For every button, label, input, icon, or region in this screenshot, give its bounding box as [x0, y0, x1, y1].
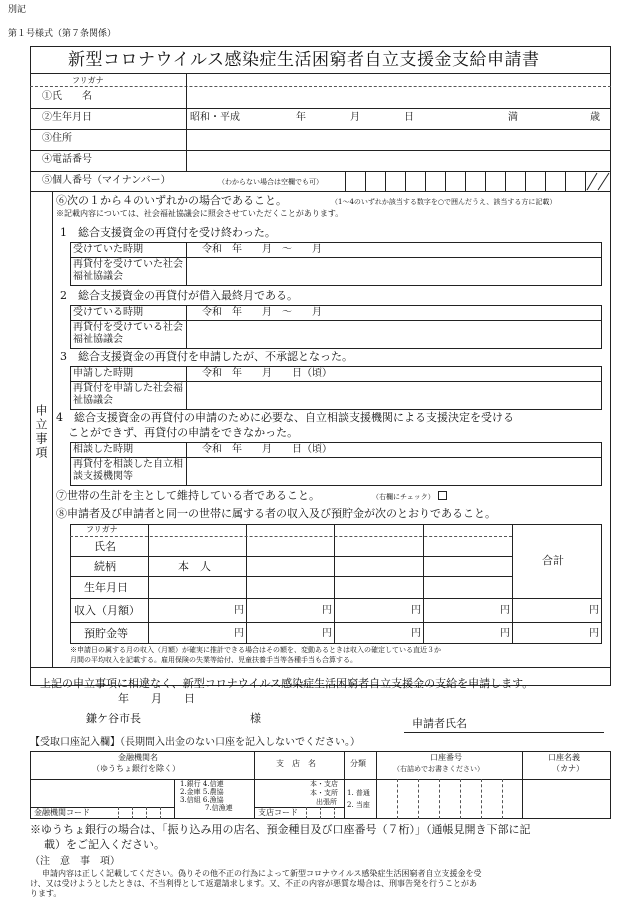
yen-unit: 円 [322, 628, 332, 639]
my-number-note: （わからない場合は空欄でも可） [218, 178, 323, 186]
my-number-slash-icon [585, 172, 611, 191]
bank-type-label: 分類 [350, 759, 366, 768]
bank-acct-sub: （右詰めでお書きください） [393, 765, 484, 773]
birthdate-era[interactable]: 昭和・平成 [190, 112, 240, 123]
form-number: 第１号様式（第７条関係） [8, 29, 117, 39]
case3-period-value[interactable]: 令和 年 月 日（頃） [202, 368, 332, 379]
case4-title[interactable]: 4 総合支援資金の再貸付の申請のために必要な、自立相談支援機関による支援決定を受ける [56, 411, 514, 424]
application-side-label: 申立事項 [34, 404, 48, 460]
case3-period-label: 申請した時期 [73, 368, 133, 379]
account-number-field[interactable] [377, 780, 521, 818]
name-label: ①氏 名 [42, 91, 92, 102]
bank-branch-types-3[interactable]: 出張所 [316, 798, 337, 806]
case2-period-label: 受けている時期 [73, 307, 143, 318]
household-savings-label: 預貯金等 [84, 627, 128, 640]
bank-inst-types-2[interactable]: 2.金庫 5.農協 [180, 788, 224, 796]
notes-text-line1: 申請内容は正しく記載してください。偽りその他不正の行為によって新型コロナウイルス感染症生活困窮者自立支援金を受 [42, 869, 482, 878]
bank-inst-types-1[interactable]: 1.銀行 4.信連 [180, 780, 224, 788]
my-number-label: ⑤個人番号（マイナンバー） [42, 175, 171, 186]
birthdate-label: ②生年月日 [42, 112, 92, 123]
case1-period-value[interactable]: 令和 年 月 ～ 月 [202, 244, 322, 255]
declaration-date[interactable]: 年 月 日 [118, 692, 195, 705]
appendix-label: 別記 [8, 5, 27, 15]
household-table [70, 524, 602, 644]
address-label: ③住所 [42, 133, 72, 144]
bank-holder-sub: （カナ） [552, 764, 584, 773]
item6-note: （1～4のいずれか該当する数字を○で囲んだうえ、該当する方に記載） [331, 198, 557, 206]
case2-period-value[interactable]: 令和 年 月 ～ 月 [202, 307, 322, 318]
yucho-note-line2: 載）をご記入ください。 [44, 838, 165, 851]
yen-unit: 円 [234, 628, 244, 639]
birthdate-month-unit: 月 [350, 112, 360, 123]
bank-holder-label: 口座名義 [548, 753, 580, 762]
bank-inst-sub: （ゆうちょ銀行を除く） [92, 764, 180, 773]
bank-type-current[interactable]: 2. 当座 [347, 801, 370, 809]
yen-unit: 円 [589, 628, 599, 639]
item7-note: （右欄にチェック） [372, 493, 435, 501]
notes-text-line2: け、又は受けようとしたときは、不当利得として返還請求します。又、不正の内容が悪質な場合は、刑事告発を行うことがあ [30, 879, 478, 888]
case2-title[interactable]: 2 総合支援資金の再貸付が借入最終月である。 [60, 289, 298, 302]
yen-unit: 円 [322, 605, 332, 616]
age-unit: 歳 [590, 112, 600, 123]
furigana-label: フリガナ [72, 76, 104, 85]
case1-council-label: 再貸付を受けていた社会福祉協議会 [73, 259, 183, 282]
bank-inst-types-3[interactable]: 3.信組 6.漁協 [180, 796, 224, 804]
case4-council-label: 再貸付を相談した自立相談支援機関等 [73, 459, 183, 482]
phone-label: ④電話番号 [42, 154, 92, 165]
mayor-label: 鎌ケ谷市長 [86, 712, 141, 725]
bank-branch-code-label: 支店コード [258, 808, 298, 817]
yen-unit: 円 [500, 628, 510, 639]
case1-title[interactable]: 1 総合支援資金の再貸付を受け終わった。 [60, 226, 276, 239]
bank-inst-label: 金融機関名 [118, 753, 158, 762]
item6-note2: ※記載内容については、社会福祉協議会に照会させていただくことがあります。 [56, 209, 344, 218]
household-name-label: 氏名 [94, 540, 116, 553]
case2-council-label: 再貸付を受けている社会福祉協議会 [73, 322, 183, 345]
yen-unit: 円 [234, 605, 244, 616]
bank-acct-label: 口座番号 [430, 753, 462, 762]
item8-text: ⑧申請者及び申請者と同一の世帯に属する者の収入及び預貯金が次のとおりであること。 [56, 507, 496, 520]
main-earner-checkbox[interactable] [438, 491, 447, 500]
mayor-honorific: 様 [250, 712, 261, 725]
phone-field[interactable] [186, 151, 610, 171]
case4-period-label: 相談した時期 [73, 444, 133, 455]
household-relation-self: 本 人 [178, 560, 211, 573]
bank-branch-label: 支 店 名 [276, 759, 316, 768]
declaration-text: 上記の申立事項に相違なく、新型コロナウイルス感染症生活困窮者自立支援金の支給を申請します。 [40, 677, 534, 690]
bank-inst-types-4[interactable]: 7.信漁連 [205, 804, 233, 812]
yen-unit: 円 [411, 605, 421, 616]
birthdate-year-unit: 年 [296, 112, 306, 123]
name-field[interactable] [186, 74, 610, 108]
bank-branch-types-1[interactable]: 本・支店 [310, 780, 338, 788]
account-holder-field[interactable] [523, 780, 610, 818]
case4-title-continued: ことができず、再貸付の申請をできなかった。 [68, 426, 299, 439]
case3-council-label: 再貸付を申請した社会福祉協議会 [73, 383, 183, 406]
household-relation-label: 続柄 [94, 560, 116, 573]
applicant-signature-label: 申請者氏名 [412, 717, 467, 730]
bank-branch-types-2[interactable]: 本・支所 [310, 789, 338, 797]
household-birth-label: 生年月日 [84, 581, 128, 594]
item7-text: ⑦世帯の生計を主として維持している者であること。 [56, 489, 320, 502]
full-age-label: 満 [508, 112, 518, 123]
case4-period-value[interactable]: 令和 年 月 日（頃） [202, 444, 332, 455]
household-note-line1: ※申請日の属する月の収入（月額）が確実に推計できる場合はその額を、変動あるときは収入の確定している直近３か [70, 646, 441, 654]
item6-text: ⑥次の１から４のいずれかの場合であること。 [56, 194, 287, 207]
birthdate-day-unit: 日 [404, 112, 414, 123]
case1-period-label: 受けていた時期 [73, 244, 143, 255]
yen-unit: 円 [411, 628, 421, 639]
notes-text-line3: ります。 [30, 889, 62, 898]
bank-inst-code-label: 金融機関コード [34, 808, 90, 817]
notes-heading: （注 意 事 項） [30, 856, 120, 867]
bank-type-ordinary[interactable]: 1. 普通 [347, 789, 370, 797]
household-furigana-label: フリガナ [86, 525, 118, 534]
yen-unit: 円 [500, 605, 510, 616]
yen-unit: 円 [589, 605, 599, 616]
form-title: 新型コロナウイルス感染症生活困窮者自立支援金支給申請書 [68, 50, 540, 70]
yucho-note-line1: ※ゆうちょ銀行の場合は、「振り込み用の店名、預金種目及び口座番号（７桁）」（通帳見開き下部に記 [30, 823, 531, 836]
address-field[interactable] [186, 130, 610, 150]
bank-heading: 【受取口座記入欄】（長期間入出金のない口座を記入しないでください。） [30, 737, 360, 748]
household-note-line2: 月間の平均収入を記載する。雇用保険の失業等給付、児童扶養手当等各種手当も合算する。 [70, 656, 357, 664]
case3-title[interactable]: 3 総合支援資金の再貸付を申請したが、不承認となった。 [60, 350, 353, 363]
household-total-label: 合計 [542, 554, 564, 567]
household-income-label: 収入（月額） [74, 604, 140, 617]
